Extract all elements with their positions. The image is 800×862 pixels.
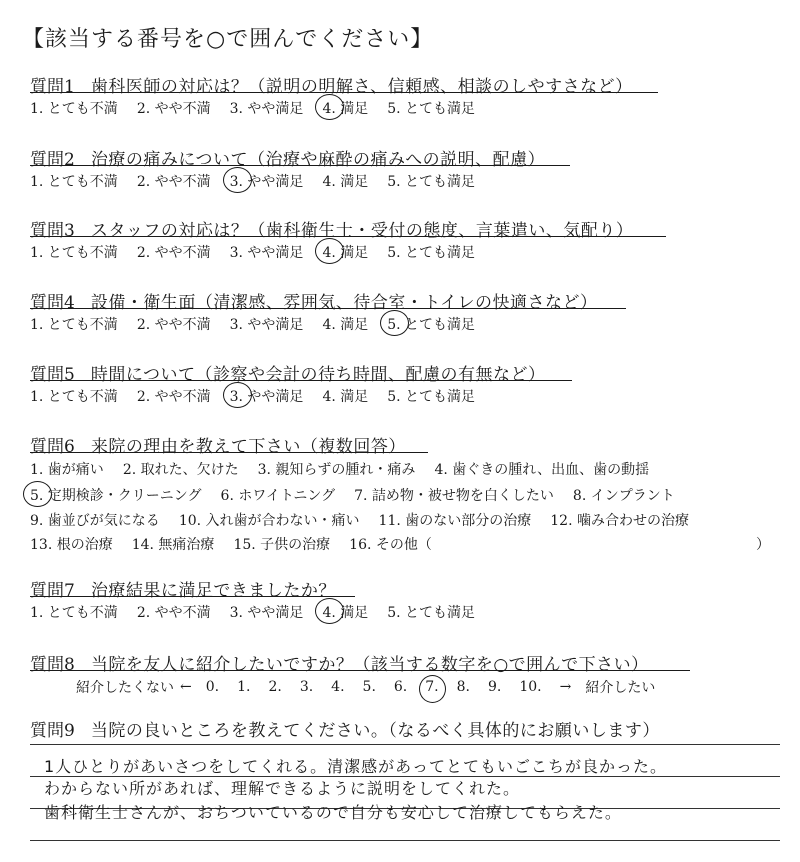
scale-value[interactable]: 3. bbox=[299, 679, 314, 695]
q8-title bbox=[30, 650, 649, 675]
q3-options bbox=[30, 242, 494, 262]
q4-options bbox=[30, 314, 494, 334]
rating-option[interactable]: 1. とても不満 bbox=[30, 101, 118, 117]
rating-option[interactable]: 2. やや不満 bbox=[136, 101, 211, 117]
q7-underline bbox=[30, 596, 355, 597]
q4-title bbox=[30, 288, 597, 313]
q7-options bbox=[30, 602, 494, 622]
question-number: 質問5 bbox=[30, 365, 75, 385]
reason-option[interactable]: 2. 取れた、欠けた bbox=[122, 462, 239, 478]
reason-option[interactable]: 11. 歯のない部分の治療 bbox=[378, 513, 532, 529]
comment-answer-line-1[interactable]: 1人ひとりがあいさつをしてくれる。清潔感があってとてもいごこちが良かった。 bbox=[44, 757, 668, 776]
rating-option[interactable]: 5. とても満足 bbox=[387, 389, 476, 405]
q6-row-4 bbox=[30, 534, 770, 554]
recommend-scale bbox=[76, 677, 655, 697]
comment-line bbox=[30, 744, 780, 745]
question-number: 質問6 bbox=[30, 437, 75, 457]
question-number: 質問2 bbox=[30, 150, 75, 170]
rating-option[interactable]: 5. とても満足 bbox=[387, 174, 476, 190]
scale-value[interactable]: 9. bbox=[487, 679, 502, 695]
scale-right-label: 紹介したい bbox=[585, 680, 656, 696]
reason-option-selected[interactable]: 5. 定期検診・クリーニング bbox=[30, 485, 202, 505]
rating-option[interactable]: 2. やや不満 bbox=[136, 245, 211, 261]
q2-options bbox=[30, 171, 494, 191]
q6-row-3 bbox=[30, 510, 708, 530]
rating-option[interactable]: 2. やや不満 bbox=[136, 605, 211, 621]
scale-value[interactable]: 1. bbox=[237, 679, 251, 695]
rating-option[interactable]: 2. やや不満 bbox=[136, 174, 211, 190]
rating-option[interactable]: 2. やや不満 bbox=[136, 389, 211, 405]
q4-underline bbox=[30, 308, 626, 309]
question-text: 歯科医師の対応は？（説明の明解さ、信頼感、相談のしやすさなど） bbox=[90, 77, 633, 97]
rating-option-selected[interactable]: 3. やや満足 bbox=[230, 386, 304, 406]
form-header: 【該当する番号を○で囲んでください】 bbox=[22, 27, 434, 52]
scale-value[interactable]: 6. bbox=[393, 679, 408, 695]
scale-left-label: 紹介したくない bbox=[76, 680, 174, 696]
q5-options bbox=[30, 386, 494, 406]
rating-option[interactable]: 1. とても不満 bbox=[30, 245, 118, 261]
question-number: 質問3 bbox=[30, 221, 75, 241]
rating-option[interactable]: 2. やや不満 bbox=[136, 317, 211, 333]
scale-values bbox=[206, 679, 560, 695]
rating-option-selected[interactable]: 5. とても満足 bbox=[387, 314, 475, 334]
q6-row-1 bbox=[30, 459, 668, 479]
rating-option[interactable]: 4. 満足 bbox=[322, 174, 369, 190]
q7-title bbox=[30, 576, 336, 601]
question-number: 質問4 bbox=[30, 293, 75, 313]
question-text: 当院の良いところを教えてください。（なるべく具体的にお願いします） bbox=[90, 721, 660, 741]
reason-option[interactable]: 14. 無痛治療 bbox=[131, 537, 215, 553]
q1-underline bbox=[30, 92, 658, 93]
question-text: 設備・衛生面（清潔感、雰囲気、待合室・トイレの快適さなど） bbox=[90, 293, 598, 313]
reason-option[interactable]: 3. 親知らずの腫れ・痛み bbox=[257, 462, 416, 478]
question-text: 治療結果に満足できましたか？ bbox=[90, 581, 336, 601]
reason-option[interactable]: 10. 入れ歯が合わない・痛い bbox=[178, 513, 360, 529]
arrow-left-icon: ← bbox=[180, 679, 192, 695]
rating-option-selected[interactable]: 4. 満足 bbox=[322, 98, 368, 118]
rating-option[interactable]: 3. やや満足 bbox=[229, 245, 304, 261]
rating-option[interactable]: 3. やや満足 bbox=[229, 605, 304, 621]
comment-answer-line-2[interactable]: わからない所があれば、理解できるように説明をしてくれた。 bbox=[44, 779, 521, 798]
rating-option[interactable]: 1. とても不満 bbox=[30, 317, 118, 333]
rating-option[interactable]: 1. とても不満 bbox=[30, 605, 118, 621]
question-text: 当院を友人に紹介したいですか？（該当する数字を○で囲んで下さい） bbox=[90, 655, 649, 675]
rating-option[interactable]: 5. とても満足 bbox=[387, 101, 476, 117]
question-text: スタッフの対応は？（歯科衛生士・受付の態度、言葉遣い、気配り） bbox=[90, 221, 634, 241]
arrow-right-icon: → bbox=[559, 679, 572, 695]
q8-underline bbox=[30, 670, 690, 671]
question-number: 質問1 bbox=[30, 77, 75, 97]
reason-option[interactable]: 6. ホワイトニング bbox=[220, 488, 336, 504]
q2-title bbox=[30, 145, 545, 170]
reason-option[interactable]: 4. 歯ぐきの腫れ、出血、歯の動揺 bbox=[434, 462, 650, 478]
comment-answer-line-3[interactable]: 歯科衛生士さんが、おちついているので自分も安心して治療してもらえた。 bbox=[44, 803, 622, 822]
question-number: 質問7 bbox=[30, 581, 75, 601]
scale-value[interactable]: 10. bbox=[519, 679, 542, 695]
rating-option[interactable]: 4. 満足 bbox=[322, 317, 369, 333]
reason-option[interactable]: 13. 根の治療 bbox=[30, 537, 113, 553]
q6-row-2 bbox=[30, 485, 694, 505]
q6-underline bbox=[30, 452, 428, 453]
rating-option-selected[interactable]: 4. 満足 bbox=[322, 602, 368, 622]
q5-title bbox=[30, 360, 546, 385]
reason-option[interactable]: 15. 子供の治療 bbox=[233, 537, 331, 553]
question-number: 質問9 bbox=[30, 721, 75, 741]
q5-underline bbox=[30, 380, 572, 381]
scale-value[interactable]: 0. bbox=[205, 679, 220, 695]
q2-underline bbox=[30, 165, 570, 166]
scale-value-selected[interactable]: 7. bbox=[425, 679, 439, 695]
reason-option[interactable]: 9. 歯並びが気になる bbox=[30, 513, 160, 529]
reason-option-other[interactable]: 16. その他（ bbox=[349, 537, 432, 553]
reason-option[interactable]: 1. 歯が痛い bbox=[30, 462, 104, 478]
reason-option[interactable]: 12. 噛み合わせの治療 bbox=[550, 513, 689, 529]
q9-title bbox=[30, 716, 660, 741]
scale-value[interactable]: 2. bbox=[268, 679, 282, 695]
comment-line bbox=[30, 840, 780, 841]
rating-option[interactable]: 5. とても満足 bbox=[387, 605, 476, 621]
q6-title bbox=[30, 432, 406, 457]
rating-option[interactable]: 1. とても不満 bbox=[30, 174, 118, 190]
question-text: 来院の理由を教えて下さい（複数回答） bbox=[90, 437, 406, 457]
question-text: 治療の痛みについて（治療や麻酔の痛みへの説明、配慮） bbox=[90, 150, 546, 170]
rating-option-selected[interactable]: 4. 満足 bbox=[322, 242, 368, 262]
question-number: 質問8 bbox=[30, 655, 75, 675]
q3-underline bbox=[30, 236, 666, 237]
scale-value[interactable]: 8. bbox=[456, 679, 470, 695]
rating-option[interactable]: 3. やや満足 bbox=[229, 317, 304, 333]
scale-value[interactable]: 5. bbox=[362, 679, 376, 695]
rating-option[interactable]: 5. とても満足 bbox=[387, 245, 476, 261]
scale-value[interactable]: 4. bbox=[331, 679, 345, 695]
rating-option-selected[interactable]: 3. やや満足 bbox=[230, 171, 304, 191]
q1-options bbox=[30, 98, 494, 118]
rating-option[interactable]: 4. 満足 bbox=[322, 389, 369, 405]
reason-option[interactable]: 8. インプラント bbox=[572, 488, 675, 504]
reason-option[interactable]: 7. 詰め物・被せ物を白くしたい bbox=[354, 488, 554, 504]
rating-option[interactable]: 3. やや満足 bbox=[229, 101, 304, 117]
question-text: 時間について（診察や会計の待ち時間、配慮の有無など） bbox=[90, 365, 546, 385]
rating-option[interactable]: 1. とても不満 bbox=[30, 389, 118, 405]
other-close-paren: ） bbox=[756, 537, 770, 553]
